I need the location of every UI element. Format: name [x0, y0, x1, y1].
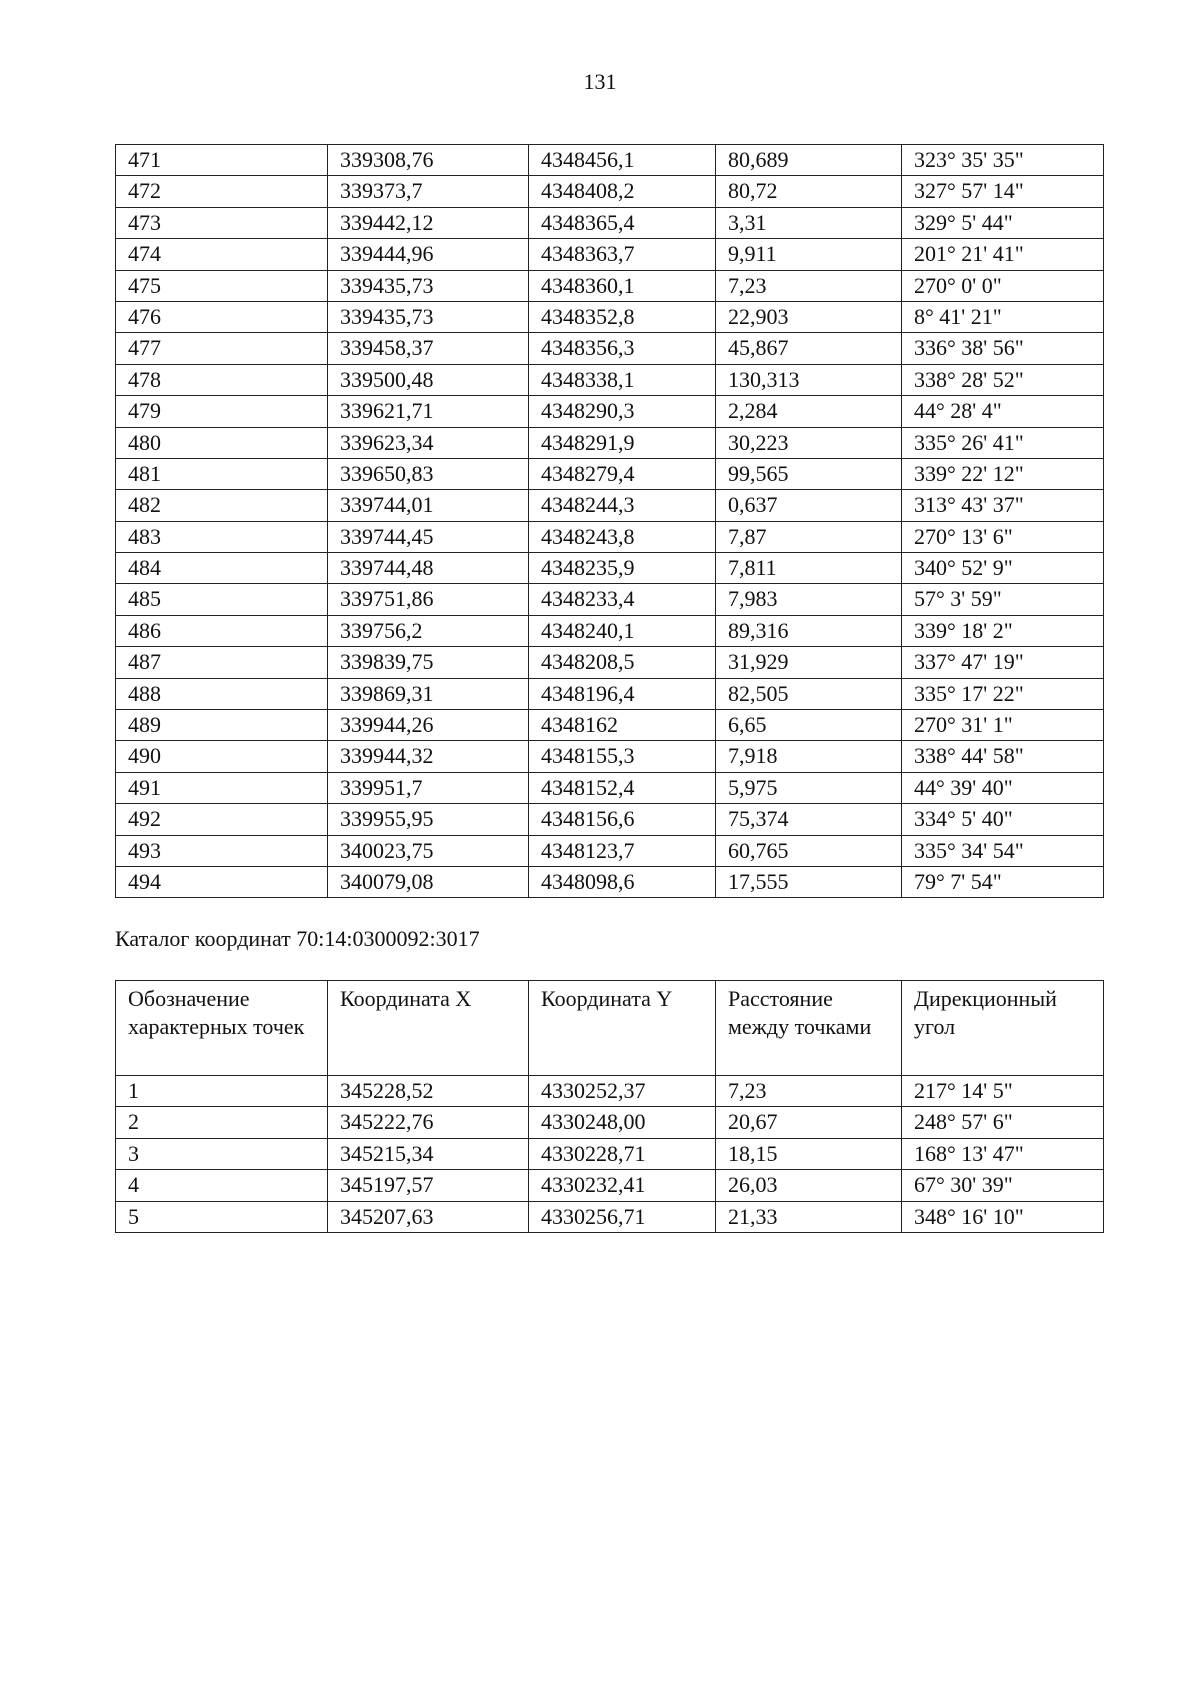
coordinate-y-cell: 4348291,9 — [529, 427, 716, 458]
direction-angle-cell: 313° 43' 37" — [902, 490, 1104, 521]
coordinate-x-cell: 340079,08 — [328, 866, 529, 897]
point-id-cell: 481 — [116, 458, 328, 489]
direction-angle-cell: 79° 7' 54" — [902, 866, 1104, 897]
direction-angle-cell: 248° 57' 6" — [902, 1107, 1104, 1138]
direction-angle-cell: 67° 30' 39" — [902, 1170, 1104, 1201]
table-row — [116, 145, 1104, 176]
table-row — [116, 490, 1104, 521]
table-row — [116, 741, 1104, 772]
coordinate-x-cell: 345222,76 — [328, 1107, 529, 1138]
direction-angle-cell: 334° 5' 40" — [902, 804, 1104, 835]
coordinate-y-cell: 4348363,7 — [529, 239, 716, 270]
coordinate-y-cell: 4348155,3 — [529, 741, 716, 772]
coordinate-x-cell: 339756,2 — [328, 615, 529, 646]
point-id-cell: 488 — [116, 678, 328, 709]
point-id-cell: 491 — [116, 772, 328, 803]
distance-cell: 130,313 — [716, 364, 902, 395]
direction-angle-cell: 8° 41' 21" — [902, 301, 1104, 332]
coordinate-x-cell: 339650,83 — [328, 458, 529, 489]
coordinate-y-cell: 4330228,71 — [529, 1138, 716, 1169]
distance-cell: 31,929 — [716, 647, 902, 678]
table-row — [116, 1107, 1104, 1138]
point-id-cell: 490 — [116, 741, 328, 772]
direction-angle-cell: 270° 13' 6" — [902, 521, 1104, 552]
coordinate-y-cell: 4348162 — [529, 710, 716, 741]
coordinate-y-cell: 4348408,2 — [529, 176, 716, 207]
distance-cell: 6,65 — [716, 710, 902, 741]
direction-angle-cell: 339° 22' 12" — [902, 458, 1104, 489]
table-row — [116, 301, 1104, 332]
coordinate-x-cell: 339435,73 — [328, 301, 529, 332]
direction-angle-cell: 329° 5' 44" — [902, 207, 1104, 238]
table-row — [116, 584, 1104, 615]
table-header-row — [116, 981, 1104, 1076]
point-id-cell: 5 — [116, 1201, 328, 1232]
coordinate-x-cell: 339751,86 — [328, 584, 529, 615]
distance-cell: 7,918 — [716, 741, 902, 772]
point-id-cell: 475 — [116, 270, 328, 301]
distance-cell: 30,223 — [716, 427, 902, 458]
table-row — [116, 207, 1104, 238]
direction-angle-cell: 168° 13' 47" — [902, 1138, 1104, 1169]
table-row — [116, 678, 1104, 709]
distance-cell: 7,983 — [716, 584, 902, 615]
point-id-cell: 474 — [116, 239, 328, 270]
direction-angle-cell: 270° 0' 0" — [902, 270, 1104, 301]
point-id-cell: 473 — [116, 207, 328, 238]
direction-angle-cell: 335° 34' 54" — [902, 835, 1104, 866]
coordinate-x-cell: 339944,26 — [328, 710, 529, 741]
coordinate-y-cell: 4348244,3 — [529, 490, 716, 521]
direction-angle-cell: 338° 28' 52" — [902, 364, 1104, 395]
distance-cell: 7,87 — [716, 521, 902, 552]
coordinate-y-cell: 4330256,71 — [529, 1201, 716, 1232]
point-id-cell: 487 — [116, 647, 328, 678]
coordinate-x-cell: 340023,75 — [328, 835, 529, 866]
distance-cell: 80,689 — [716, 145, 902, 176]
point-id-cell: 4 — [116, 1170, 328, 1201]
coordinate-x-cell: 339458,37 — [328, 333, 529, 364]
coordinate-y-cell: 4348338,1 — [529, 364, 716, 395]
coordinate-y-cell: 4348456,1 — [529, 145, 716, 176]
point-id-cell: 480 — [116, 427, 328, 458]
direction-angle-cell: 336° 38' 56" — [902, 333, 1104, 364]
coordinate-x-cell: 339308,76 — [328, 145, 529, 176]
point-id-cell: 479 — [116, 396, 328, 427]
direction-angle-cell: 44° 28' 4" — [902, 396, 1104, 427]
coordinate-y-cell: 4330248,00 — [529, 1107, 716, 1138]
distance-cell: 17,555 — [716, 866, 902, 897]
coordinate-y-cell: 4348279,4 — [529, 458, 716, 489]
table-row — [116, 1076, 1104, 1107]
point-id-cell: 471 — [116, 145, 328, 176]
table-row — [116, 1201, 1104, 1232]
table-row — [116, 1170, 1104, 1201]
point-id-cell: 482 — [116, 490, 328, 521]
header-coordinate-x: Координата X — [328, 981, 529, 1076]
table-row — [116, 866, 1104, 897]
table-row — [116, 239, 1104, 270]
distance-cell: 60,765 — [716, 835, 902, 866]
coordinate-x-cell: 339744,45 — [328, 521, 529, 552]
header-direction-angle: Дирекционный угол — [902, 981, 1104, 1076]
coordinate-y-cell: 4348098,6 — [529, 866, 716, 897]
distance-cell: 7,23 — [716, 1076, 902, 1107]
header-distance: Расстояние между точками — [716, 981, 902, 1076]
distance-cell: 26,03 — [716, 1170, 902, 1201]
coordinate-x-cell: 339500,48 — [328, 364, 529, 395]
coordinate-x-cell: 339744,48 — [328, 553, 529, 584]
distance-cell: 0,637 — [716, 490, 902, 521]
direction-angle-cell: 339° 18' 2" — [902, 615, 1104, 646]
coordinate-x-cell: 339435,73 — [328, 270, 529, 301]
coordinate-x-cell: 339839,75 — [328, 647, 529, 678]
table-row — [116, 458, 1104, 489]
table-row — [116, 553, 1104, 584]
table-row — [116, 835, 1104, 866]
coordinate-x-cell: 345207,63 — [328, 1201, 529, 1232]
point-id-cell: 477 — [116, 333, 328, 364]
distance-cell: 3,31 — [716, 207, 902, 238]
table-row — [116, 396, 1104, 427]
coordinate-y-cell: 4348352,8 — [529, 301, 716, 332]
table-row — [116, 647, 1104, 678]
coordinates-table-continued — [115, 144, 1104, 898]
coordinate-y-cell: 4348365,4 — [529, 207, 716, 238]
distance-cell: 7,811 — [716, 553, 902, 584]
distance-cell: 2,284 — [716, 396, 902, 427]
coordinate-y-cell: 4348123,7 — [529, 835, 716, 866]
point-id-cell: 3 — [116, 1138, 328, 1169]
header-coordinate-y: Координата Y — [529, 981, 716, 1076]
direction-angle-cell: 201° 21' 41" — [902, 239, 1104, 270]
coordinate-y-cell: 4348196,4 — [529, 678, 716, 709]
distance-cell: 89,316 — [716, 615, 902, 646]
direction-angle-cell: 217° 14' 5" — [902, 1076, 1104, 1107]
table-row — [116, 176, 1104, 207]
direction-angle-cell: 337° 47' 19" — [902, 647, 1104, 678]
coordinate-x-cell: 345215,34 — [328, 1138, 529, 1169]
page-number: 131 — [583, 69, 617, 94]
point-id-cell: 483 — [116, 521, 328, 552]
direction-angle-cell: 270° 31' 1" — [902, 710, 1104, 741]
table-row — [116, 804, 1104, 835]
table-row — [116, 710, 1104, 741]
coordinate-x-cell: 339869,31 — [328, 678, 529, 709]
coordinate-x-cell: 339444,96 — [328, 239, 529, 270]
coordinate-x-cell: 345197,57 — [328, 1170, 529, 1201]
distance-cell: 82,505 — [716, 678, 902, 709]
direction-angle-cell: 57° 3' 59" — [902, 584, 1104, 615]
point-id-cell: 478 — [116, 364, 328, 395]
distance-cell: 80,72 — [716, 176, 902, 207]
point-id-cell: 472 — [116, 176, 328, 207]
coordinate-x-cell: 339955,95 — [328, 804, 529, 835]
coordinate-y-cell: 4348208,5 — [529, 647, 716, 678]
direction-angle-cell: 338° 44' 58" — [902, 741, 1104, 772]
direction-angle-cell: 348° 16' 10" — [902, 1201, 1104, 1232]
point-id-cell: 2 — [116, 1107, 328, 1138]
point-id-cell: 1 — [116, 1076, 328, 1107]
distance-cell: 20,67 — [716, 1107, 902, 1138]
coordinate-y-cell: 4348233,4 — [529, 584, 716, 615]
direction-angle-cell: 335° 17' 22" — [902, 678, 1104, 709]
point-id-cell: 485 — [116, 584, 328, 615]
point-id-cell: 494 — [116, 866, 328, 897]
direction-angle-cell: 335° 26' 41" — [902, 427, 1104, 458]
distance-cell: 9,911 — [716, 239, 902, 270]
coordinate-x-cell: 339623,34 — [328, 427, 529, 458]
coordinate-y-cell: 4348356,3 — [529, 333, 716, 364]
coordinate-y-cell: 4348290,3 — [529, 396, 716, 427]
coordinate-x-cell: 339944,32 — [328, 741, 529, 772]
distance-cell: 7,23 — [716, 270, 902, 301]
coordinate-y-cell: 4348240,1 — [529, 615, 716, 646]
coordinate-y-cell: 4330252,37 — [529, 1076, 716, 1107]
direction-angle-cell: 340° 52' 9" — [902, 553, 1104, 584]
coordinate-x-cell: 339621,71 — [328, 396, 529, 427]
coordinate-x-cell: 339442,12 — [328, 207, 529, 238]
table-row — [116, 364, 1104, 395]
direction-angle-cell: 44° 39' 40" — [902, 772, 1104, 803]
coordinate-x-cell: 339951,7 — [328, 772, 529, 803]
distance-cell: 21,33 — [716, 1201, 902, 1232]
coordinate-x-cell: 345228,52 — [328, 1076, 529, 1107]
coordinate-y-cell: 4348360,1 — [529, 270, 716, 301]
direction-angle-cell: 323° 35' 35" — [902, 145, 1104, 176]
table-row — [116, 1138, 1104, 1169]
point-id-cell: 486 — [116, 615, 328, 646]
table-row — [116, 615, 1104, 646]
catalog-title: Каталог координат 70:14:0300092:3017 — [115, 926, 480, 951]
coordinate-y-cell: 4348235,9 — [529, 553, 716, 584]
distance-cell: 45,867 — [716, 333, 902, 364]
distance-cell: 22,903 — [716, 301, 902, 332]
table-row — [116, 427, 1104, 458]
coordinate-y-cell: 4348152,4 — [529, 772, 716, 803]
coordinate-x-cell: 339744,01 — [328, 490, 529, 521]
coordinate-y-cell: 4348243,8 — [529, 521, 716, 552]
point-id-cell: 489 — [116, 710, 328, 741]
point-id-cell: 476 — [116, 301, 328, 332]
coordinate-y-cell: 4330232,41 — [529, 1170, 716, 1201]
point-id-cell: 492 — [116, 804, 328, 835]
distance-cell: 75,374 — [716, 804, 902, 835]
table-row — [116, 333, 1104, 364]
point-id-cell: 484 — [116, 553, 328, 584]
distance-cell: 99,565 — [716, 458, 902, 489]
distance-cell: 5,975 — [716, 772, 902, 803]
table-row — [116, 270, 1104, 301]
table-row — [116, 772, 1104, 803]
coordinate-x-cell: 339373,7 — [328, 176, 529, 207]
coordinate-y-cell: 4348156,6 — [529, 804, 716, 835]
coordinates-catalog-table — [115, 980, 1104, 1233]
direction-angle-cell: 327° 57' 14" — [902, 176, 1104, 207]
header-point-designation: Обозначение характерных точек — [116, 981, 328, 1076]
distance-cell: 18,15 — [716, 1138, 902, 1169]
point-id-cell: 493 — [116, 835, 328, 866]
table-row — [116, 521, 1104, 552]
